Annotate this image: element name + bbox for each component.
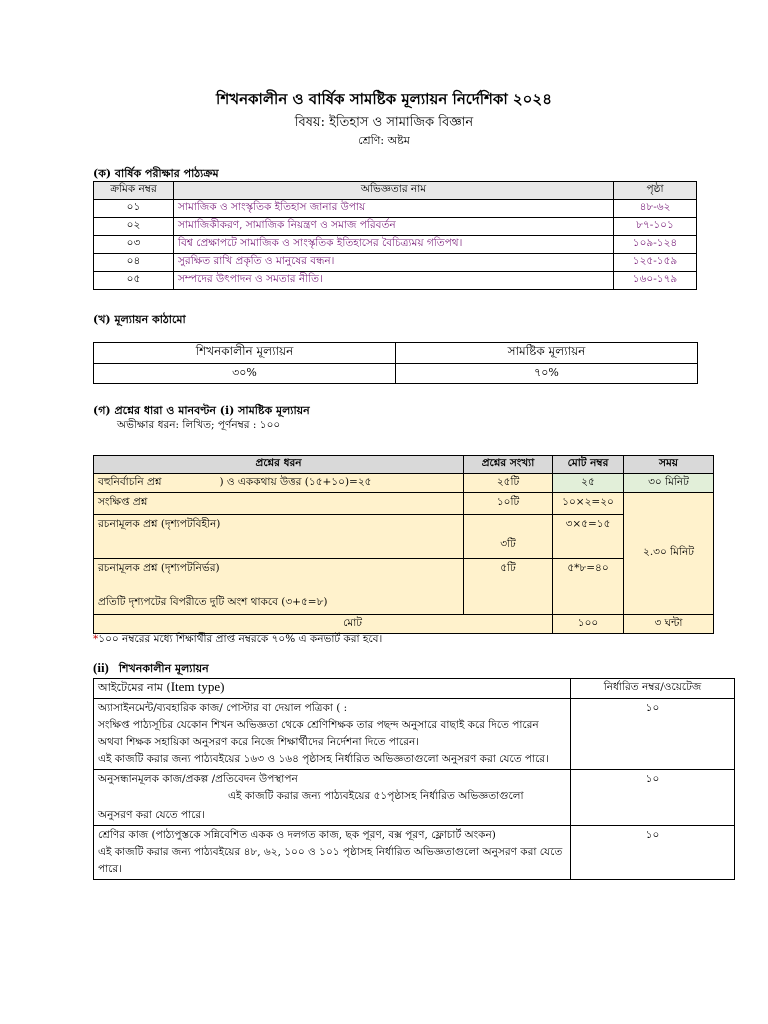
total-label: মোট bbox=[94, 615, 553, 634]
table-header-row bbox=[94, 456, 714, 474]
question-type-cell bbox=[94, 559, 464, 615]
serial-cell: ০৪ bbox=[94, 254, 174, 272]
weightage-header: নির্ধারিত নম্বর/ওয়েটেজ bbox=[571, 679, 735, 699]
table-header-row bbox=[94, 182, 697, 200]
item-description-cell bbox=[94, 699, 571, 770]
note-text: ১০০ নম্বরের মধ্যে শিক্ষার্থীর প্রাপ্ত নম্বরকে ৭০% এ কনভার্ট করা হবে। bbox=[98, 633, 383, 645]
item-marks-cell: ১০ bbox=[571, 826, 735, 880]
total-time: ৩ ঘন্টা bbox=[624, 615, 714, 634]
item-reference-cont: অনুসরণ করা যেতে পারে। bbox=[98, 809, 205, 821]
question-type-cell bbox=[94, 474, 464, 493]
table-header-row bbox=[94, 343, 698, 364]
time-cell: ২.৩০ মিনিট bbox=[624, 493, 714, 615]
column-header: ক্রমিক নম্বর bbox=[94, 182, 174, 200]
total-marks-cell: ১০×২=২০ bbox=[553, 493, 624, 515]
item-reference: এই কাজটি করার জন্য পাঠ্যবইয়ের ৫১পৃষ্ঠাসহ নির্ধারিত অভিজ্ঞতাগুলো bbox=[228, 790, 524, 802]
item-marks-cell: ১০ bbox=[571, 770, 735, 826]
item-instruction: সংক্ষিপ্ত পাঠ্যসূচির যেকোন শিখন অভিজ্ঞতা থেকে শ্রেণিশিক্ষক তার পছন্দ অনুসারে বাছাই করে দিতে পারেন অথবা শিক্ষক সহায়িকা অনুসরণ করে নিজে শিক্ষার্থীদের নির্দেশনা দিতে পারেন। bbox=[98, 719, 539, 748]
total-marks: ১০০ bbox=[553, 615, 624, 634]
question-type-cell: রচনামূলক প্রশ্ন (দৃশ্যপটবিহীন) bbox=[94, 515, 464, 559]
question-count-cell: ৩টি bbox=[464, 515, 553, 559]
formative-assessment-heading bbox=[93, 660, 209, 679]
column-header: অভিজ্ঞতার নাম bbox=[174, 182, 614, 200]
heading-text: শিখনকালীন মূল্যায়ন bbox=[118, 662, 209, 675]
column-header: সময় bbox=[624, 456, 714, 474]
item-title: অ্যাসাইনমেন্ট/ব্যবহারিক কাজ/ পোস্টার বা দেয়াল পত্রিকা ( : bbox=[98, 702, 348, 714]
page-range-cell: ১০৯-১২৪ bbox=[614, 236, 697, 254]
item-type-header-en: Item type) bbox=[170, 679, 225, 694]
table-row bbox=[94, 770, 735, 826]
table-row bbox=[94, 364, 698, 384]
summative-percent: ৭০% bbox=[396, 364, 698, 384]
table-row bbox=[94, 218, 697, 236]
exam-info: অভীক্ষার ধরন: লিখিত; পূর্ণনম্বর : ১০০ bbox=[117, 419, 281, 431]
total-marks-cell: ৫*৮=৪০ bbox=[553, 559, 624, 615]
assessment-framework-table bbox=[93, 342, 698, 384]
item-reference: এই কাজটি করার জন্য পাঠ্যবইয়ের ১৬৩ ও ১৬৪ পৃষ্ঠাসহ নির্ধারিত অভিজ্ঞতাগুলো অনুসরণ করা যেতে পারে। bbox=[98, 753, 549, 765]
note-asterisk: * bbox=[93, 633, 99, 645]
summative-header: সামষ্টিক মূল্যায়ন bbox=[396, 343, 698, 364]
serial-cell: ০৫ bbox=[94, 272, 174, 290]
table-row bbox=[94, 559, 714, 615]
column-header: মোট নম্বর bbox=[553, 456, 624, 474]
table-row bbox=[94, 200, 697, 218]
page-range-cell: ৪৮-৬২ bbox=[614, 200, 697, 218]
table-header-row bbox=[94, 679, 735, 699]
mcq-label: বহুনির্বাচনি প্রশ্ন bbox=[98, 475, 162, 488]
total-marks-cell: ৩×৫=১৫ bbox=[553, 515, 624, 559]
page-range-cell: ১২৫-১৫৯ bbox=[614, 254, 697, 272]
assessment-framework-heading: (খ) মূল্যায়ন কাঠামো bbox=[93, 313, 186, 326]
table-row bbox=[94, 826, 735, 880]
experience-name-cell: সুরক্ষিত রাখি প্রকৃতি ও মানুষের বন্ধন। bbox=[174, 254, 614, 272]
table-row bbox=[94, 272, 697, 290]
formative-percent: ৩০% bbox=[94, 364, 396, 384]
item-title: অনুসন্ধানমূলক কাজ/প্রকল্প /প্রতিবেদন উপস্থাপন bbox=[98, 773, 298, 785]
experience-name-cell: সম্পদের উৎপাদন ও সমতার নীতি। bbox=[174, 272, 614, 290]
table-row bbox=[94, 236, 697, 254]
question-distribution-table bbox=[93, 455, 714, 634]
total-marks-cell: ২৫ bbox=[553, 474, 624, 493]
question-pattern-heading: (গ) প্রশ্নের ধারা ও মানবণ্টন (i) সামষ্টিক মূল্যায়ন bbox=[93, 404, 310, 417]
page-range-cell: ৮৭-১০১ bbox=[614, 218, 697, 236]
table-row bbox=[94, 515, 714, 559]
item-type-header bbox=[94, 679, 571, 699]
column-header: প্রশ্নের ধরন bbox=[94, 456, 464, 474]
question-count-cell: ৫টি bbox=[464, 559, 553, 615]
column-header: পৃষ্ঠা bbox=[614, 182, 697, 200]
table-total-row bbox=[94, 615, 714, 634]
mcq-detail: ) ও এককথায় উত্তর (১৫+১০)=২৫ bbox=[219, 475, 372, 488]
item-reference: এই কাজটি করার জন্য পাঠ্যবইয়ের ৪৮, ৬২, ১০০ ও ১০১ পৃষ্ঠাসহ নির্ধারিত অভিজ্ঞতাগুলো অনুসরণ করা যেতে পারে। bbox=[98, 846, 563, 875]
serial-cell: ০৩ bbox=[94, 236, 174, 254]
syllabus-table bbox=[93, 181, 697, 290]
document-title: শিখনকালীন ও বার্ষিক সামষ্টিক মূল্যায়ন নির্দেশিকা ২০২৪ bbox=[216, 90, 552, 108]
class-line: শ্রেণি: অষ্টম bbox=[358, 134, 410, 147]
item-description-cell bbox=[94, 826, 571, 880]
table-row bbox=[94, 699, 735, 770]
roman-numeral: (ii) bbox=[93, 660, 109, 675]
scenario-note: প্রতিটি দৃশ্যপটের বিপরীতে দুটি অংশ থাকবে (৩+৫=৮) bbox=[98, 596, 328, 608]
subject-line: বিষয়: ইতিহাস ও সামাজিক বিজ্ঞান bbox=[294, 115, 474, 130]
item-marks-cell: ১০ bbox=[571, 699, 735, 770]
item-description-cell bbox=[94, 770, 571, 826]
syllabus-heading: (ক) বার্ষিক পরীক্ষার পাঠ্যক্রম bbox=[93, 167, 219, 180]
item-title: শ্রেণির কাজ (পাঠ্যপুস্তকে সন্নিবেশিত একক ও দলগত কাজ, ছক পূরণ, বক্স পূরণ, ফ্লোচার্ট অংকন) bbox=[98, 829, 496, 841]
page-range-cell: ১৬০-১৭৯ bbox=[614, 272, 697, 290]
table-row bbox=[94, 493, 714, 515]
table-row bbox=[94, 474, 714, 493]
item-type-header-bn: আইটেমের নাম ( bbox=[98, 681, 171, 694]
question-type-cell: সংক্ষিপ্ত প্রশ্ন bbox=[94, 493, 464, 515]
formative-header: শিখনকালীন মূল্যায়ন bbox=[94, 343, 396, 364]
experience-name-cell: বিশ্ব প্রেক্ষাপটে সামাজিক ও সাংস্কৃতিক ইতিহাসের বৈচিত্র্যময় গতিপথ। bbox=[174, 236, 614, 254]
table-row bbox=[94, 254, 697, 272]
time-cell: ৩০ মিনিট bbox=[624, 474, 714, 493]
formative-items-table bbox=[93, 678, 735, 880]
serial-cell: ০২ bbox=[94, 218, 174, 236]
scenario-question-label: রচনামূলক প্রশ্ন (দৃশ্যপটনির্ভর) bbox=[98, 562, 220, 574]
experience-name-cell: সামাজিকীকরণ, সামাজিক নিয়ন্ত্রণ ও সমাজ পরিবর্তন bbox=[174, 218, 614, 236]
experience-name-cell: সামাজিক ও সাংস্কৃতিক ইতিহাস জানার উপায় bbox=[174, 200, 614, 218]
question-count-cell: ১০টি bbox=[464, 493, 553, 515]
conversion-note bbox=[93, 632, 382, 649]
serial-cell: ০১ bbox=[94, 200, 174, 218]
question-count-cell: ২৫টি bbox=[464, 474, 553, 493]
column-header: প্রশ্নের সংখ্যা bbox=[464, 456, 553, 474]
